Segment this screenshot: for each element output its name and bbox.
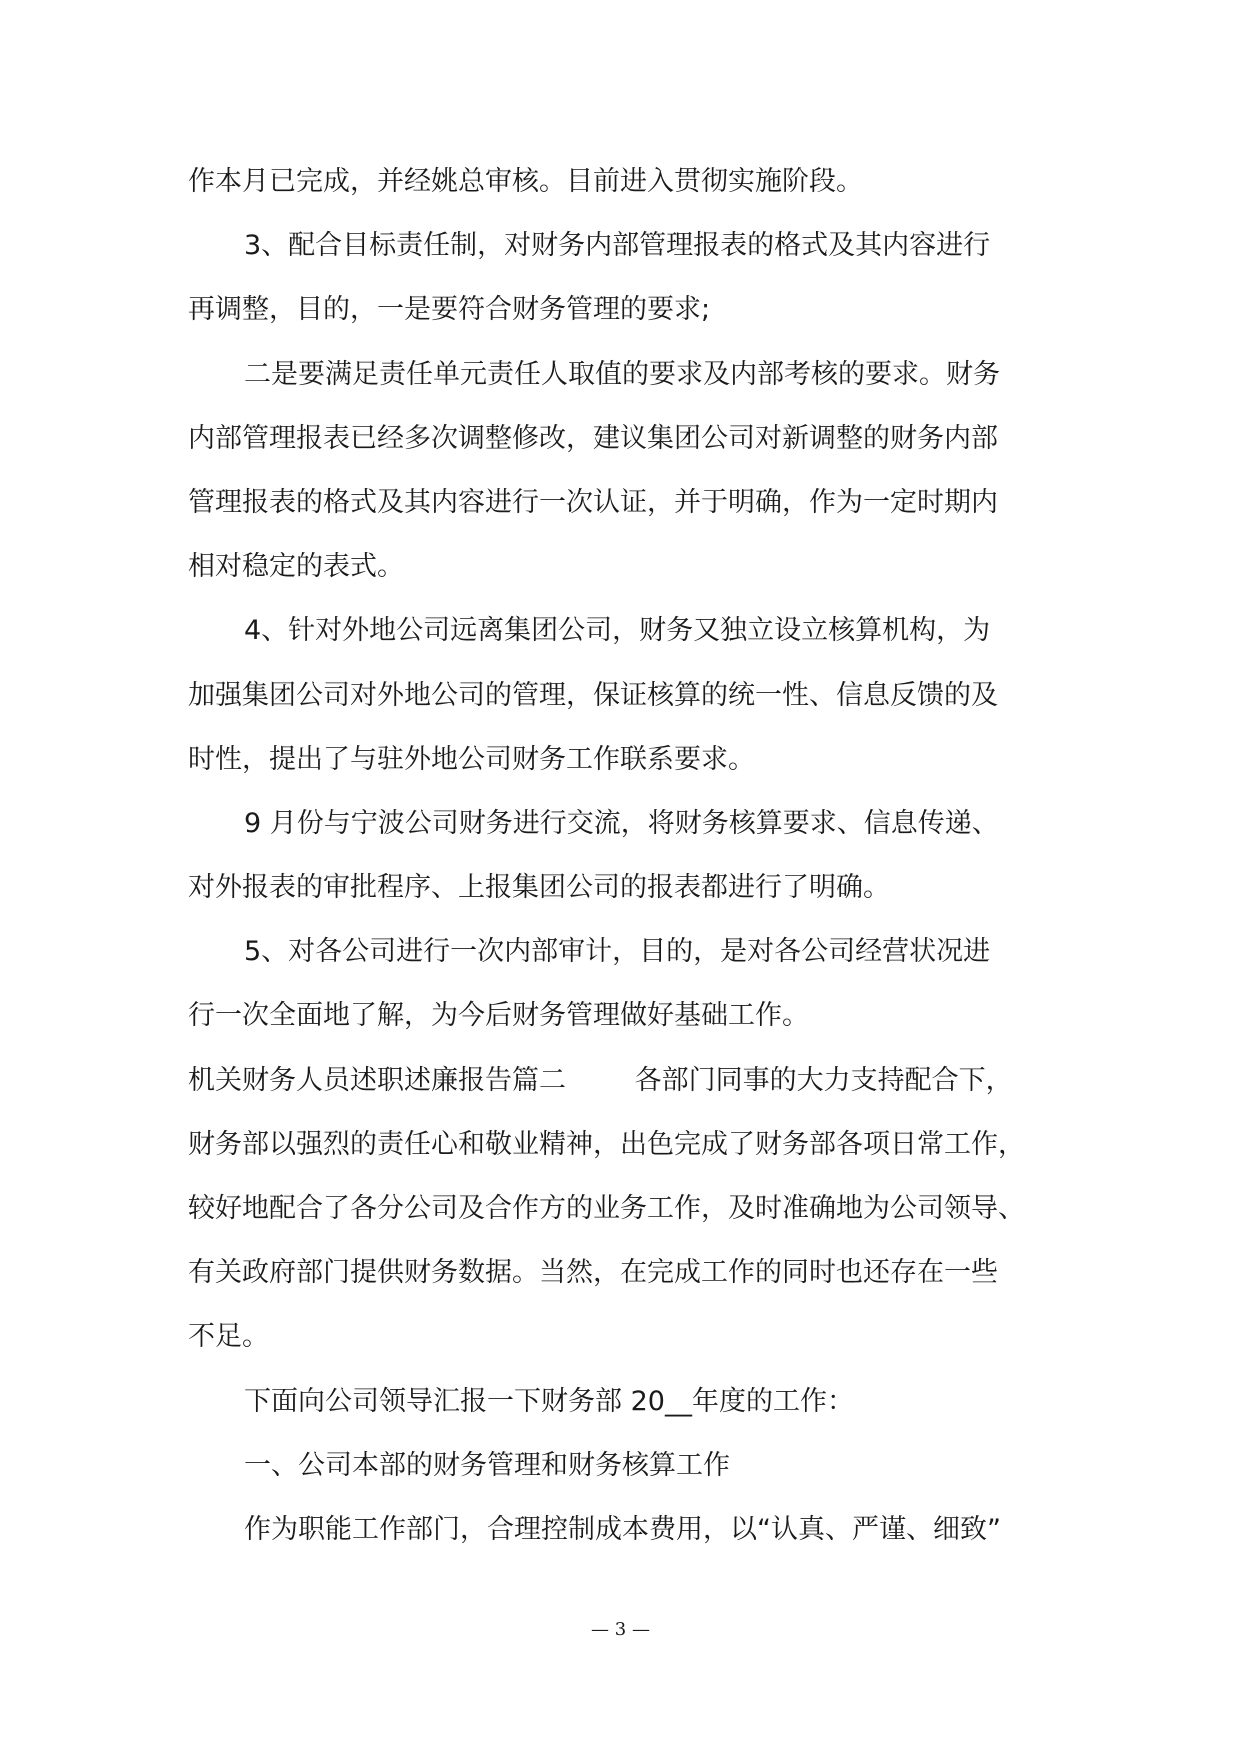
text-line: 相对稳定的表式。 (188, 551, 404, 583)
document-body (188, 150, 1048, 1562)
text-line: 对外报表的审批程序、上报集团公司的报表都进行了明确。 (188, 872, 890, 904)
text-line: 作本月已完成，并经姚总审核。目前进入贯彻实施阶段。 (188, 166, 863, 197)
text-line: 较好地配合了各分公司及合作方的业务工作，及时准确地为公司领导、 (188, 1193, 1025, 1224)
text-line: 有关政府部门提供财务数据。当然，在完成工作的同时也还存在一些 (188, 1257, 998, 1289)
text-line: 机关财务人员述职述廉报告篇二 各部门同事的大力支持配合下， (188, 1064, 1013, 1096)
text-line: 3、配合目标责任制，对财务内部管理报表的格式及其内容进行 (244, 230, 991, 262)
text-line: 一、公司本部的财务管理和财务核算工作 (244, 1449, 730, 1481)
text-line: 不足。 (188, 1321, 269, 1353)
text-line: 再调整，目的，一是要符合财务管理的要求; (188, 294, 711, 326)
text-line: 行一次全面地了解，为今后财务管理做好基础工作。 (188, 1000, 809, 1032)
text-line: 财务部以强烈的责任心和敬业精神，出色完成了财务部各项日常工作， (188, 1128, 1025, 1160)
text-line: 下面向公司领导汇报一下财务部 20__年度的工作： (244, 1385, 854, 1417)
text-line: 二是要满足责任单元责任人取值的要求及内部考核的要求。财务 (244, 358, 1000, 390)
text-line: 管理报表的格式及其内容进行一次认证，并于明确，作为一定时期内 (188, 486, 998, 518)
text-line: 5、对各公司进行一次内部审计，目的，是对各公司经营状况进 (244, 936, 991, 968)
text-line: 4、针对外地公司远离集团公司，财务又独立设立核算机构，为 (244, 615, 991, 647)
text-line: 时性，提出了与驻外地公司财务工作联系要求。 (188, 743, 755, 775)
text-line: 内部管理报表已经多次调整修改，建议集团公司对新调整的财务内部 (188, 422, 998, 454)
text-line: 9 月份与宁波公司财务进行交流，将财务核算要求、信息传递、 (244, 807, 999, 839)
text-line: 加强集团公司对外地公司的管理，保证核算的统一性、信息反馈的及 (188, 679, 998, 711)
page-number: — 3 — (591, 1619, 650, 1640)
text-line: 作为职能工作部门，合理控制成本费用，以“认真、严谨、细致” (244, 1513, 1001, 1545)
